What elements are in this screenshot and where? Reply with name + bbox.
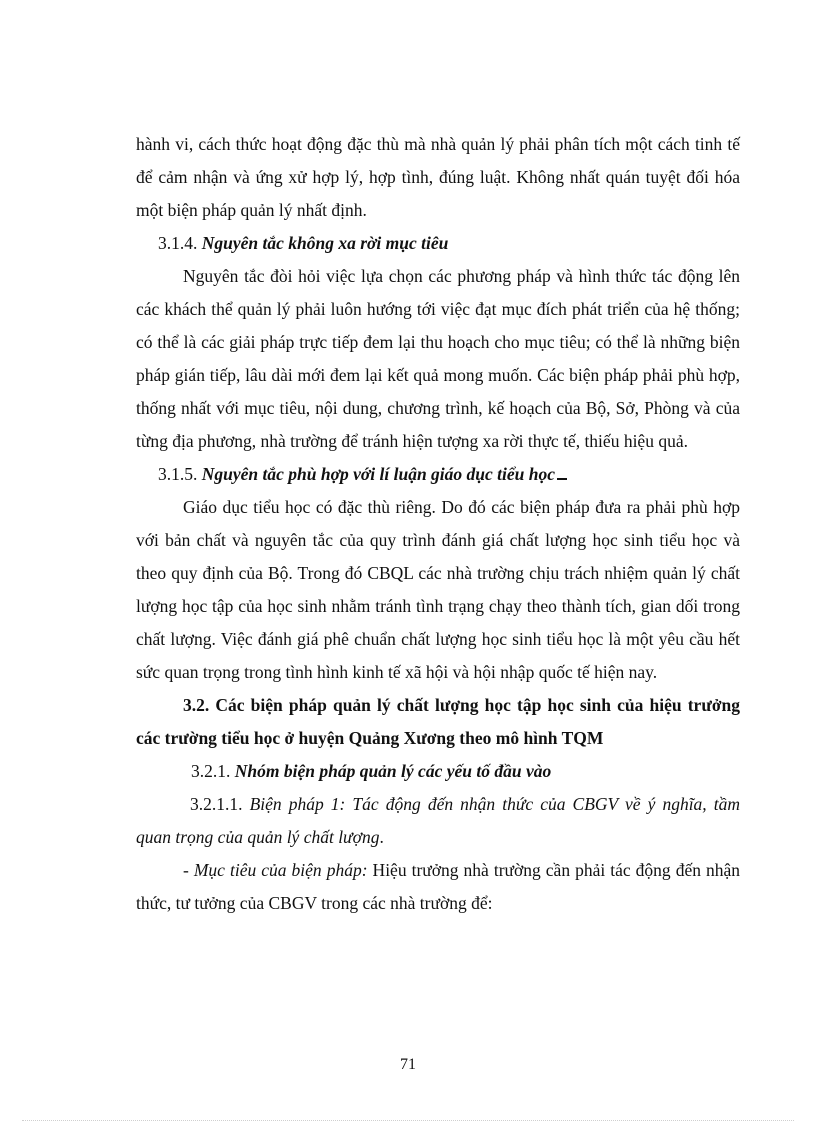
section-title: Biện pháp 1: Tác động đến nhận thức của CBGV về ý nghĩa, tầm quan trọng của quản lý chất lượng <box>136 794 740 847</box>
section-title: Nguyên tắc phù hợp với lí luận giáo dục tiểu học <box>201 464 556 484</box>
paragraph-continuation: hành vi, cách thức hoạt động đặc thù mà nhà quản lý phải phân tích một cách tinh tế để cảm nhận và ứng xử hợp lý, hợp tình, đúng luật. Không nhất quán tuyệt đối hóa một biện pháp quản lý nhất định. <box>136 134 740 220</box>
section-title: Nguyên tắc không xa rời mục tiêu <box>201 233 449 253</box>
section-heading-3-1-5 <box>136 458 740 491</box>
page-content <box>136 128 740 920</box>
section-number: 3.1.5. <box>158 464 202 484</box>
dash-lead: - <box>183 860 194 880</box>
measure-goal-text: Hiệu trưởng nhà trường cần phải tác động đến nhận thức, tư tưởng của CBGV trong các nhà trường để: <box>136 860 741 913</box>
section-heading-3-2-1-1 <box>136 788 740 854</box>
section-heading-3-1-4 <box>136 227 740 260</box>
measure-goal-label: Mục tiêu của biện pháp: <box>193 860 368 880</box>
section-number: 3.2.1. <box>191 761 235 781</box>
section-title: Nhóm biện pháp quản lý các yếu tố đầu vào <box>234 761 552 781</box>
section-number: 3.1.4. <box>158 233 202 253</box>
paragraph-goal-principle: Nguyên tắc đòi hỏi việc lựa chọn các phương pháp và hình thức tác động lên các khách thể quản lý phải luôn hướng tới việc đạt mục đích phát triển của hệ thống; có thể là các giải pháp trực tiếp đem lại thu hoạch cho mục tiêu; có thể là những biện pháp gián tiếp, lâu dài mới đem lại kết quả mong muốn. Các biện pháp phải phù hợp, thống nhất với mục tiêu, nội dung, chương trình, kế hoạch của Bộ, Sở, Phòng và của từng địa phương, nhà trường để tránh hiện tượng xa rời thực tế, thiếu hiệu quả. <box>136 266 740 451</box>
section-title-end: . <box>379 827 384 847</box>
paragraph-measure-goal <box>136 854 740 920</box>
page-bottom-rule <box>22 1120 794 1121</box>
text-cursor-mark <box>557 464 567 480</box>
section-heading-3-2-1 <box>136 755 740 788</box>
paragraph-primary-education: Giáo dục tiểu học có đặc thù riêng. Do đó các biện pháp đưa ra phải phù hợp với bản chất và nguyên tắc của quy trình đánh giá chất lượng học sinh tiểu học và theo quy định của Bộ. Trong đó CBQL các nhà trường chịu trách nhiệm quản lý chất lượng học tập của học sinh nhằm tránh tình trạng chạy theo thành tích, gian dối trong chất lượng. Việc đánh giá phê chuẩn chất lượng học sinh tiểu học là một yêu cầu hết sức quan trọng trong tình hình kinh tế xã hội và hội nhập quốc tế hiện nay. <box>136 497 740 682</box>
section-number: 3.2.1.1. <box>190 794 250 814</box>
page-number: 71 <box>400 1056 416 1073</box>
section-heading-3-2: 3.2. Các biện pháp quản lý chất lượng học tập học sinh của hiệu trưởng các trường tiểu học ở huyện Quảng Xương theo mô hình TQM <box>136 695 740 748</box>
